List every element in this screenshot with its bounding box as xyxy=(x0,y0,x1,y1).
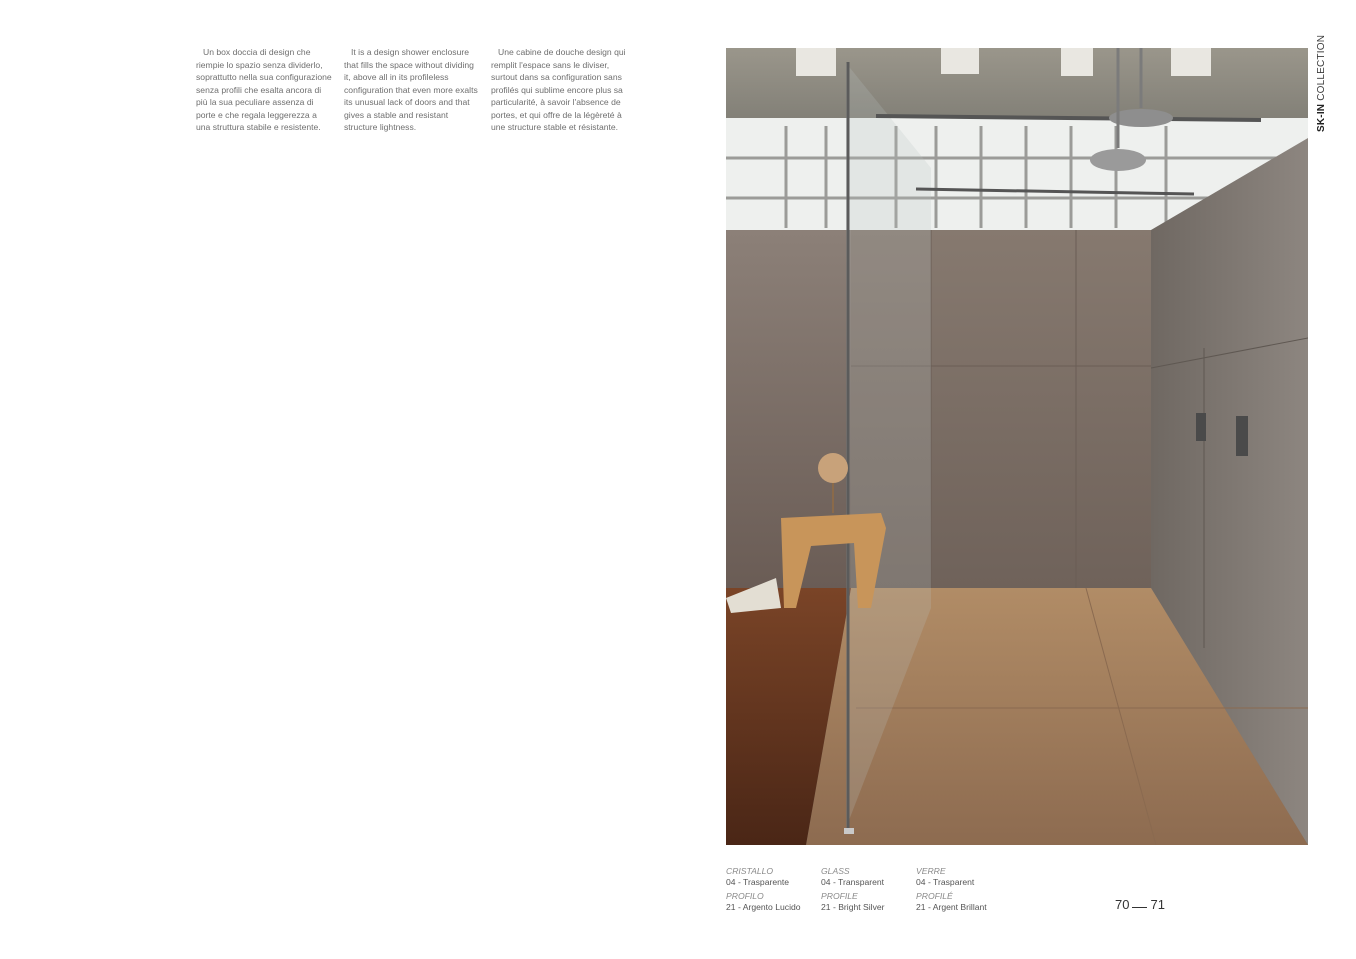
intro-text-english: It is a design shower enclosure that fills the space without dividing it, above all in its profileless configuration that even more exalts its unusual lack of doors and that gives a stable and resistant structure lightness. xyxy=(344,47,478,132)
spec-profile-value: 21 - Argento Lucido xyxy=(726,902,801,912)
spec-glass-label: VERRE xyxy=(916,866,946,876)
page-number-right: 71 xyxy=(1150,897,1165,912)
intro-text-italian: Un box doccia di design che riempie lo spazio senza dividerlo, soprattutto nella sua configurazione senza profili che esalta ancora di più la sua peculiare assenza di porte e che regala leggerezza a una struttura stabile e resistente. xyxy=(196,47,332,132)
collection-label xyxy=(1316,34,1330,138)
spec-glass-value: 04 - Transparent xyxy=(821,877,885,887)
shower-photo xyxy=(726,48,1308,845)
spec-italian xyxy=(726,866,801,913)
collection-word: COLLECTION xyxy=(1316,34,1327,104)
spec-profile-value: 21 - Argent Brillant xyxy=(916,902,987,912)
page-number-separator xyxy=(1132,907,1147,908)
spec-profile-value: 21 - Bright Silver xyxy=(821,902,885,912)
spec-glass-value: 04 - Trasparente xyxy=(726,877,790,887)
page-numbers xyxy=(1115,897,1165,912)
spec-profile-label: PROFILO xyxy=(726,891,764,901)
spec-glass-label: CRISTALLO xyxy=(726,866,774,876)
spec-french xyxy=(916,866,987,913)
spec-profile-label: PROFILE xyxy=(821,891,858,901)
page-number-left: 70 xyxy=(1115,897,1130,912)
spec-glass-label: GLASS xyxy=(821,866,850,876)
collection-name: SK-IN xyxy=(1316,103,1327,132)
shower-photo-illustration xyxy=(726,48,1308,845)
spec-english xyxy=(821,866,885,913)
spec-profile-label: PROFILÉ xyxy=(916,891,953,901)
spec-glass-value: 04 - Trasparent xyxy=(916,877,975,887)
intro-text-french: Une cabine de douche design qui remplit l'espace sans le diviser, surtout dans sa configuration sans profilés qui sublime encore plus sa particularité, à savoir l'absence de portes, et qui offre de la légèreté à une structure stable et résistante. xyxy=(491,47,626,132)
